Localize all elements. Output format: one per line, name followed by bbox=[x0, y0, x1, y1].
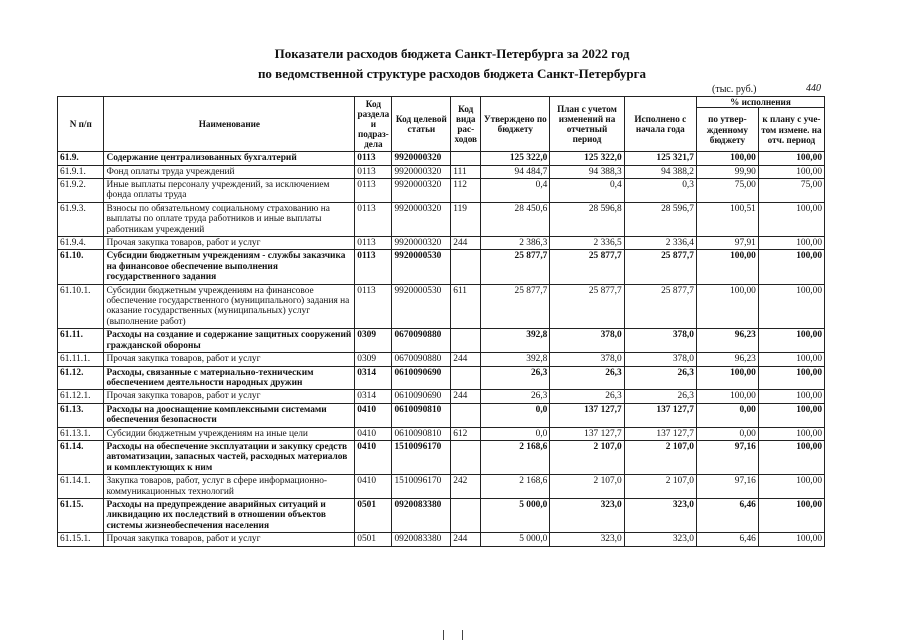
cell-approved: 392,8 bbox=[481, 329, 550, 353]
header-vid: Код вида рас-ходов bbox=[451, 97, 481, 152]
table-row bbox=[58, 202, 825, 236]
cell-num: 61.10. bbox=[58, 250, 104, 284]
header-pct-group: % исполнения bbox=[696, 97, 824, 108]
table-row bbox=[58, 440, 825, 474]
header-razdel: Код раздела и подраз-дела bbox=[355, 97, 392, 152]
cell-name: Взносы по обязательному социальному страхованию на выплаты по оплате труда работников и иные выплаты работникам учреждений bbox=[104, 202, 355, 236]
cell-plan: 2 107,0 bbox=[550, 440, 624, 474]
table-row bbox=[58, 475, 825, 499]
cell-plan: 2 107,0 bbox=[550, 475, 624, 499]
cell-approved: 5 000,0 bbox=[481, 533, 550, 546]
cell-num: 61.13.1. bbox=[58, 427, 104, 440]
cell-pct-plan: 100,00 bbox=[758, 202, 824, 236]
cell-statya: 9920000530 bbox=[392, 284, 451, 329]
cell-approved: 0,0 bbox=[481, 427, 550, 440]
document-title-line-2: по ведомственной структуре расходов бюджета Санкт-Петербурга bbox=[257, 66, 647, 81]
cell-pct-plan: 100,00 bbox=[758, 237, 824, 250]
cell-razdel: 0113 bbox=[355, 202, 392, 236]
cell-executed: 323,0 bbox=[624, 533, 696, 546]
cell-pct-plan: 100,00 bbox=[758, 403, 824, 427]
cell-executed: 26,3 bbox=[624, 366, 696, 390]
cell-num: 61.13. bbox=[58, 403, 104, 427]
cell-razdel: 0309 bbox=[355, 329, 392, 353]
cell-name: Прочая закупка товаров, работ и услуг bbox=[104, 390, 355, 403]
cell-name: Содержание централизованных бухгалтерий bbox=[104, 152, 355, 165]
cell-approved: 0,0 bbox=[481, 403, 550, 427]
cell-razdel: 0314 bbox=[355, 390, 392, 403]
cell-name: Прочая закупка товаров, работ и услуг bbox=[104, 237, 355, 250]
cell-executed: 26,3 bbox=[624, 390, 696, 403]
cell-pct-plan: 100,00 bbox=[758, 329, 824, 353]
cell-pct-approved: 96,23 bbox=[696, 353, 758, 366]
cell-vid bbox=[451, 250, 481, 284]
header-approved: Утверждено по бюджету bbox=[481, 97, 550, 152]
cell-vid: 612 bbox=[451, 427, 481, 440]
cell-approved: 26,3 bbox=[481, 366, 550, 390]
cell-executed: 378,0 bbox=[624, 329, 696, 353]
cell-vid bbox=[451, 403, 481, 427]
cell-razdel: 0113 bbox=[355, 165, 392, 178]
table-row bbox=[58, 427, 825, 440]
cell-pct-approved: 97,16 bbox=[696, 475, 758, 499]
cell-razdel: 0501 bbox=[355, 498, 392, 532]
cell-plan: 125 322,0 bbox=[550, 152, 624, 165]
cell-approved: 94 484,7 bbox=[481, 165, 550, 178]
cell-plan: 26,3 bbox=[550, 390, 624, 403]
cell-vid: 242 bbox=[451, 475, 481, 499]
cell-num: 61.14. bbox=[58, 440, 104, 474]
cell-executed: 2 107,0 bbox=[624, 475, 696, 499]
cell-num: 61.12.1. bbox=[58, 390, 104, 403]
cell-pct-plan: 100,00 bbox=[758, 390, 824, 403]
table-row bbox=[58, 403, 825, 427]
header-executed: Исполнено с начала года bbox=[624, 97, 696, 152]
header-pct-plan: к плану с уче-том измене. на отч. период bbox=[758, 108, 824, 152]
table-row bbox=[58, 353, 825, 366]
cell-vid: 244 bbox=[451, 353, 481, 366]
units-label: (тыс. руб.) bbox=[712, 84, 757, 95]
cell-plan: 137 127,7 bbox=[550, 403, 624, 427]
cell-pct-approved: 6,46 bbox=[696, 498, 758, 532]
table-row bbox=[58, 533, 825, 546]
cell-name: Закупка товаров, работ, услуг в сфере информационно-коммуникационных технологий bbox=[104, 475, 355, 499]
cell-name: Прочая закупка товаров, работ и услуг bbox=[104, 533, 355, 546]
cell-plan: 26,3 bbox=[550, 366, 624, 390]
cell-num: 61.9.3. bbox=[58, 202, 104, 236]
table-row bbox=[58, 366, 825, 390]
cell-name: Расходы на предупреждение аварийных ситуаций и ликвидацию их последствий в отношении объектов системы жизнеобеспечения населения bbox=[104, 498, 355, 532]
cell-num: 61.9.2. bbox=[58, 179, 104, 203]
cell-razdel: 0410 bbox=[355, 475, 392, 499]
cell-statya: 0610090810 bbox=[392, 403, 451, 427]
cell-executed: 28 596,7 bbox=[624, 202, 696, 236]
cell-statya: 0670090880 bbox=[392, 329, 451, 353]
table-row bbox=[58, 284, 825, 329]
cell-pct-approved: 96,23 bbox=[696, 329, 758, 353]
cell-pct-approved: 100,00 bbox=[696, 250, 758, 284]
cell-statya: 0920083380 bbox=[392, 533, 451, 546]
cell-vid: 244 bbox=[451, 237, 481, 250]
cell-approved: 5 000,0 bbox=[481, 498, 550, 532]
cell-pct-plan: 100,00 bbox=[758, 427, 824, 440]
cell-approved: 2 168,6 bbox=[481, 440, 550, 474]
cell-vid: 112 bbox=[451, 179, 481, 203]
header-statya: Код целевой статьи bbox=[392, 97, 451, 152]
table-row bbox=[58, 237, 825, 250]
cell-statya: 0670090880 bbox=[392, 353, 451, 366]
cell-pct-approved: 100,00 bbox=[696, 152, 758, 165]
cell-name: Расходы, связанные с материально-техническим обеспечением деятельности народных дружин bbox=[104, 366, 355, 390]
cell-razdel: 0410 bbox=[355, 427, 392, 440]
cell-approved: 2 168,6 bbox=[481, 475, 550, 499]
table-row bbox=[58, 165, 825, 178]
page-number: 440 bbox=[806, 83, 821, 94]
cell-plan: 28 596,8 bbox=[550, 202, 624, 236]
cell-pct-approved: 99,90 bbox=[696, 165, 758, 178]
cell-num: 61.12. bbox=[58, 366, 104, 390]
cell-executed: 137 127,7 bbox=[624, 427, 696, 440]
cell-pct-plan: 75,00 bbox=[758, 179, 824, 203]
cell-plan: 137 127,7 bbox=[550, 427, 624, 440]
cell-pct-approved: 100,00 bbox=[696, 284, 758, 329]
cell-razdel: 0113 bbox=[355, 152, 392, 165]
cell-vid bbox=[451, 498, 481, 532]
cell-executed: 25 877,7 bbox=[624, 250, 696, 284]
cell-plan: 323,0 bbox=[550, 498, 624, 532]
cell-num: 61.10.1. bbox=[58, 284, 104, 329]
cell-statya: 9920000530 bbox=[392, 250, 451, 284]
header-plan: План с учетом изменений на отчетный период bbox=[550, 97, 624, 152]
table-row bbox=[58, 498, 825, 532]
cell-pct-approved: 0,00 bbox=[696, 403, 758, 427]
cell-name: Расходы на обеспечение эксплуатации и закупку средств автоматизации, запасных частей, расходных материалов и комплектующих к ним bbox=[104, 440, 355, 474]
cell-plan: 94 388,3 bbox=[550, 165, 624, 178]
header-name: Наименование bbox=[104, 97, 355, 152]
cell-approved: 25 877,7 bbox=[481, 284, 550, 329]
cell-razdel: 0309 bbox=[355, 353, 392, 366]
cell-statya: 1510096170 bbox=[392, 440, 451, 474]
cell-razdel: 0113 bbox=[355, 250, 392, 284]
cell-vid: 111 bbox=[451, 165, 481, 178]
cell-plan: 25 877,7 bbox=[550, 284, 624, 329]
cell-vid bbox=[451, 440, 481, 474]
cell-pct-plan: 100,00 bbox=[758, 353, 824, 366]
cell-name: Субсидии бюджетным учреждениям на иные цели bbox=[104, 427, 355, 440]
cell-pct-approved: 0,00 bbox=[696, 427, 758, 440]
cell-executed: 25 877,7 bbox=[624, 284, 696, 329]
cell-plan: 2 336,5 bbox=[550, 237, 624, 250]
cell-num: 61.11. bbox=[58, 329, 104, 353]
cell-razdel: 0314 bbox=[355, 366, 392, 390]
cell-pct-plan: 100,00 bbox=[758, 440, 824, 474]
cell-pct-plan: 100,00 bbox=[758, 475, 824, 499]
header-pct-approved: по утвер-жденному бюджету bbox=[696, 108, 758, 152]
cell-num: 61.9.4. bbox=[58, 237, 104, 250]
document-title-line-1: Показатели расходов бюджета Санкт-Петербурга за 2022 год bbox=[274, 46, 630, 61]
cell-pct-plan: 100,00 bbox=[758, 366, 824, 390]
cell-statya: 0610090810 bbox=[392, 427, 451, 440]
cell-approved: 0,4 bbox=[481, 179, 550, 203]
cell-vid: 611 bbox=[451, 284, 481, 329]
cell-pct-plan: 100,00 bbox=[758, 165, 824, 178]
cell-statya: 1510096170 bbox=[392, 475, 451, 499]
cell-pct-plan: 100,00 bbox=[758, 152, 824, 165]
table-row bbox=[58, 250, 825, 284]
cell-plan: 378,0 bbox=[550, 353, 624, 366]
cell-executed: 137 127,7 bbox=[624, 403, 696, 427]
cell-approved: 2 386,3 bbox=[481, 237, 550, 250]
table-row bbox=[58, 390, 825, 403]
cell-num: 61.11.1. bbox=[58, 353, 104, 366]
cell-statya: 9920000320 bbox=[392, 179, 451, 203]
cell-approved: 26,3 bbox=[481, 390, 550, 403]
cell-num: 61.14.1. bbox=[58, 475, 104, 499]
cell-statya: 0920083380 bbox=[392, 498, 451, 532]
cell-pct-plan: 100,00 bbox=[758, 250, 824, 284]
cell-pct-approved: 97,91 bbox=[696, 237, 758, 250]
cell-num: 61.15. bbox=[58, 498, 104, 532]
cell-num: 61.15.1. bbox=[58, 533, 104, 546]
cell-statya: 0610090690 bbox=[392, 390, 451, 403]
cell-statya: 9920000320 bbox=[392, 237, 451, 250]
cell-razdel: 0410 bbox=[355, 440, 392, 474]
cell-name: Иные выплаты персоналу учреждений, за исключением фонда оплаты труда bbox=[104, 179, 355, 203]
cell-executed: 0,3 bbox=[624, 179, 696, 203]
cell-vid bbox=[451, 152, 481, 165]
cell-executed: 125 321,7 bbox=[624, 152, 696, 165]
cell-executed: 323,0 bbox=[624, 498, 696, 532]
cell-pct-plan: 100,00 bbox=[758, 533, 824, 546]
cell-pct-approved: 97,16 bbox=[696, 440, 758, 474]
cell-razdel: 0501 bbox=[355, 533, 392, 546]
cell-pct-approved: 100,00 bbox=[696, 390, 758, 403]
cell-name: Субсидии бюджетным учреждениям - службы заказчика на финансовое обеспечение выполнения государственного задания bbox=[104, 250, 355, 284]
cell-vid bbox=[451, 329, 481, 353]
cell-pct-approved: 100,51 bbox=[696, 202, 758, 236]
cell-statya: 0610090690 bbox=[392, 366, 451, 390]
cell-executed: 2 107,0 bbox=[624, 440, 696, 474]
table-row bbox=[58, 179, 825, 203]
cell-num: 61.9. bbox=[58, 152, 104, 165]
table-row bbox=[58, 152, 825, 165]
cell-executed: 378,0 bbox=[624, 353, 696, 366]
cell-pct-approved: 100,00 bbox=[696, 366, 758, 390]
cell-plan: 323,0 bbox=[550, 533, 624, 546]
cell-plan: 378,0 bbox=[550, 329, 624, 353]
cell-num: 61.9.1. bbox=[58, 165, 104, 178]
scan-crop-mark bbox=[443, 630, 463, 640]
cell-razdel: 0113 bbox=[355, 237, 392, 250]
cell-statya: 9920000320 bbox=[392, 202, 451, 236]
cell-name: Прочая закупка товаров, работ и услуг bbox=[104, 353, 355, 366]
cell-name: Фонд оплаты труда учреждений bbox=[104, 165, 355, 178]
cell-vid bbox=[451, 366, 481, 390]
budget-expenses-table bbox=[57, 96, 825, 547]
cell-razdel: 0113 bbox=[355, 179, 392, 203]
cell-pct-plan: 100,00 bbox=[758, 498, 824, 532]
cell-pct-approved: 75,00 bbox=[696, 179, 758, 203]
header-num: N п/п bbox=[58, 97, 104, 152]
cell-pct-approved: 6,46 bbox=[696, 533, 758, 546]
cell-approved: 28 450,6 bbox=[481, 202, 550, 236]
cell-vid: 244 bbox=[451, 533, 481, 546]
cell-approved: 125 322,0 bbox=[481, 152, 550, 165]
cell-statya: 9920000320 bbox=[392, 165, 451, 178]
cell-approved: 392,8 bbox=[481, 353, 550, 366]
cell-approved: 25 877,7 bbox=[481, 250, 550, 284]
cell-name: Расходы на дооснащение комплексными системами обеспечения безопасности bbox=[104, 403, 355, 427]
cell-name: Субсидии бюджетным учреждениям на финансовое обеспечение государственного (муниципального) задания на оказание государственных (муниципальных) услуг (выполнение работ) bbox=[104, 284, 355, 329]
cell-plan: 0,4 bbox=[550, 179, 624, 203]
cell-pct-plan: 100,00 bbox=[758, 284, 824, 329]
table-row bbox=[58, 329, 825, 353]
cell-razdel: 0113 bbox=[355, 284, 392, 329]
cell-executed: 94 388,2 bbox=[624, 165, 696, 178]
cell-name: Расходы на создание и содержание защитных сооружений гражданской обороны bbox=[104, 329, 355, 353]
cell-vid: 244 bbox=[451, 390, 481, 403]
cell-executed: 2 336,4 bbox=[624, 237, 696, 250]
cell-vid: 119 bbox=[451, 202, 481, 236]
cell-plan: 25 877,7 bbox=[550, 250, 624, 284]
cell-statya: 9920000320 bbox=[392, 152, 451, 165]
cell-razdel: 0410 bbox=[355, 403, 392, 427]
